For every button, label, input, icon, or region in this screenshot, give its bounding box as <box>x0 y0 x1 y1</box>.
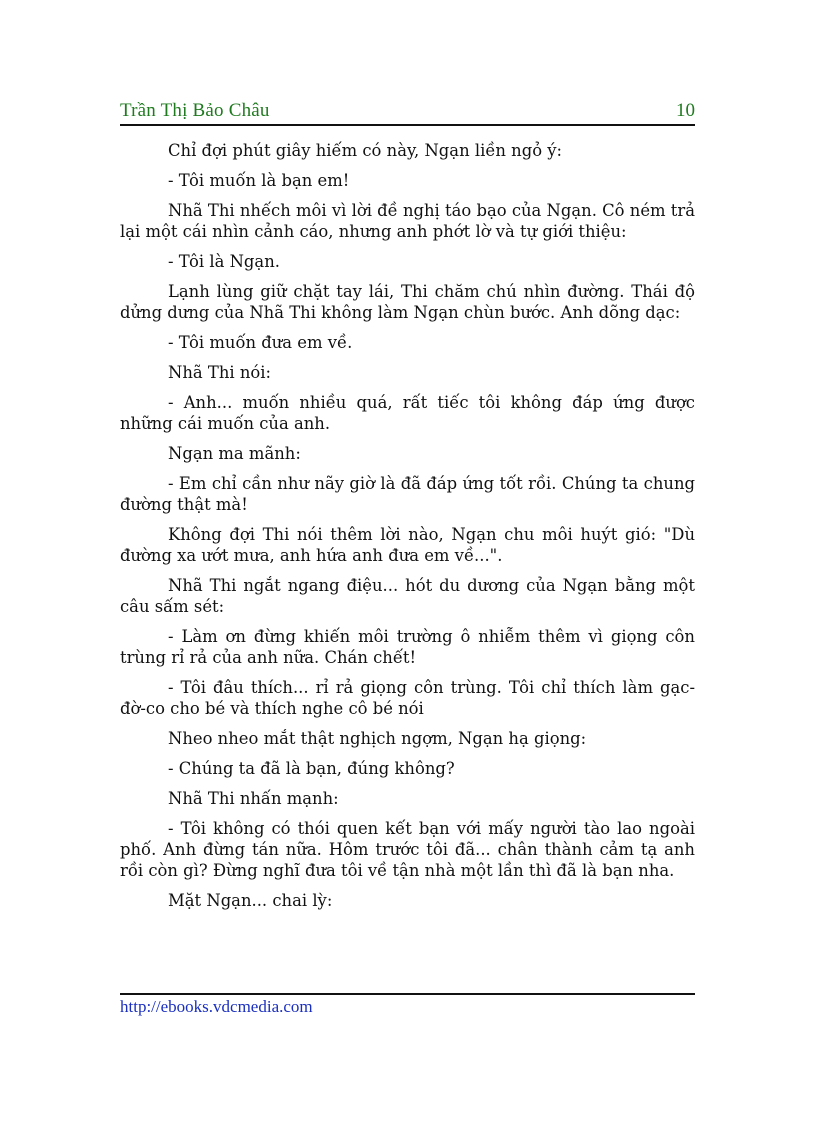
footer-url-link[interactable]: http://ebooks.vdcmedia.com <box>120 997 313 1016</box>
paragraph: Nhã Thi nhấn mạnh: <box>168 789 339 808</box>
paragraph: - Tôi là Ngạn. <box>168 252 280 271</box>
body-text <box>120 140 695 920</box>
page-number: 10 <box>676 100 695 121</box>
paragraph: - Anh... muốn nhiều quá, rất tiếc tôi không đáp ứng được những cái muốn của anh. <box>120 393 695 433</box>
page-header <box>120 98 695 126</box>
paragraph: Không đợi Thi nói thêm lời nào, Ngạn chu môi huýt gió: "Dù đường xa ướt mưa, anh hứa anh đưa em về...". <box>120 525 695 565</box>
paragraph: - Tôi đâu thích... rỉ rả giọng côn trùng. Tôi chỉ thích làm gạc-đờ-co cho bé và thích nghe cô bé nói <box>120 678 695 718</box>
paragraph: Nhã Thi nói: <box>168 363 272 382</box>
paragraph: - Em chỉ cần như nãy giờ là đã đáp ứng tốt rồi. Chúng ta chung đường thật mà! <box>120 474 695 514</box>
paragraph: Mặt Ngạn... chai lỳ: <box>168 891 333 910</box>
paragraph: Lạnh lùng giữ chặt tay lái, Thi chăm chú nhìn đường. Thái độ dửng dưng của Nhã Thi không làm Ngạn chùn bước. Anh dõng dạc: <box>120 282 695 322</box>
paragraph: Nhã Thi nhếch môi vì lời đề nghị táo bạo của Ngạn. Cô ném trả lại một cái nhìn cảnh cáo, nhưng anh phớt lờ và tự giới thiệu: <box>120 201 695 241</box>
paragraph: Ngạn ma mãnh: <box>168 444 301 463</box>
paragraph: Chỉ đợi phút giây hiếm có này, Ngạn liền ngỏ ý: <box>168 141 563 160</box>
paragraph: Nhã Thi ngắt ngang điệu... hót du dương của Ngạn bằng một câu sấm sét: <box>120 576 695 616</box>
paragraph: - Chúng ta đã là bạn, đúng không? <box>168 759 455 778</box>
paragraph: Nheo nheo mắt thật nghịch ngợm, Ngạn hạ giọng: <box>168 729 587 748</box>
header-title: Trần Thị Bảo Châu <box>120 100 270 121</box>
paragraph: - Tôi muốn đưa em về. <box>168 333 353 352</box>
paragraph: - Làm ơn đừng khiến môi trường ô nhiễm thêm vì giọng côn trùng rỉ rả của anh nữa. Chán chết! <box>120 627 695 667</box>
page-footer <box>120 993 695 1017</box>
paragraph: - Tôi không có thói quen kết bạn với mấy người tào lao ngoài phố. Anh đừng tán nữa. Hôm trước tôi đã... chân thành cảm tạ anh rồi còn gì? Đừng nghĩ đưa tôi về tận nhà một lần thì đã là bạn nha. <box>120 819 695 880</box>
paragraph: - Tôi muốn là bạn em! <box>168 171 350 190</box>
